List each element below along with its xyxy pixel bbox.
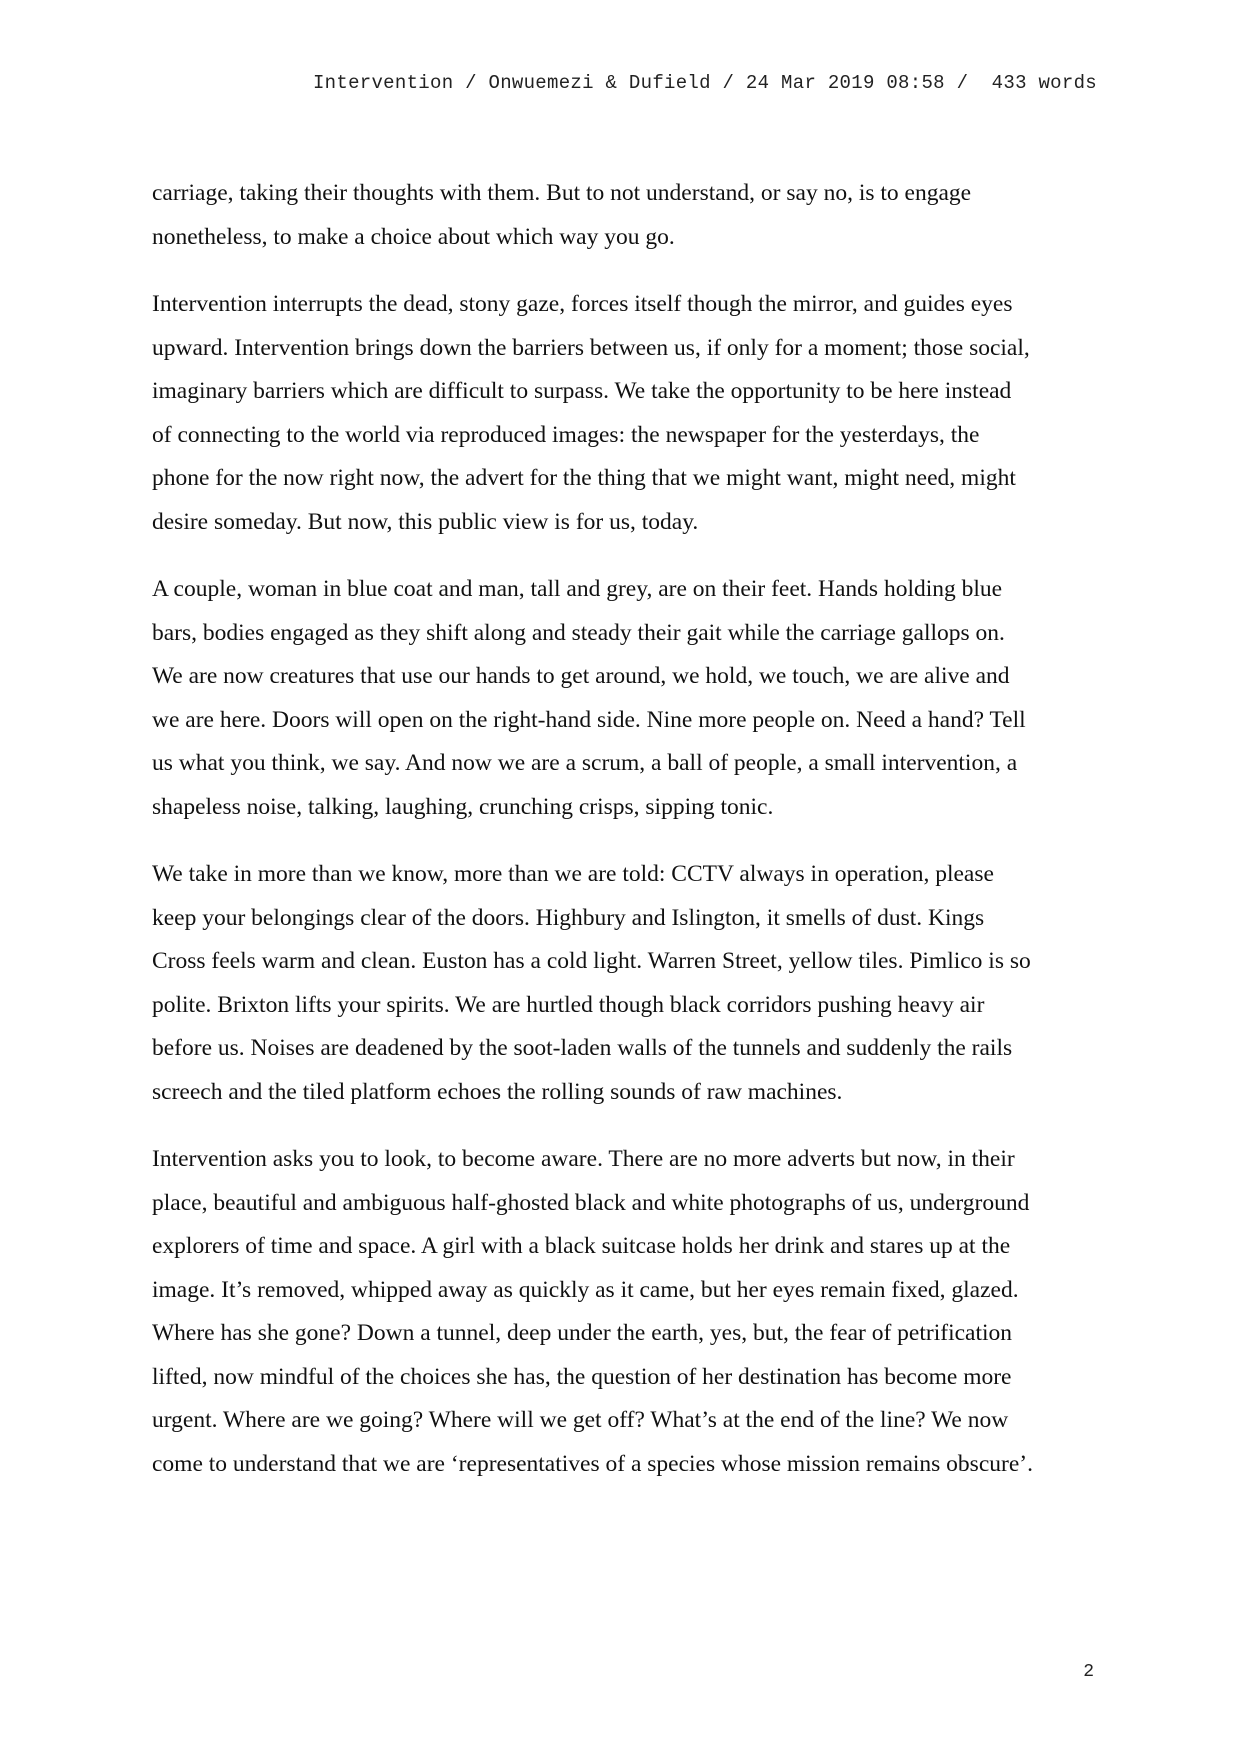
- text-line: polite. Brixton lifts your spirits. We are hurtled though black corridors pushing heavy air: [152, 991, 985, 1018]
- text-line: carriage, taking their thoughts with them. But to not understand, or say no, is to engage: [152, 180, 972, 206]
- paragraph-4: [152, 853, 1102, 1114]
- text-line: we are here. Doors will open on the right-hand side. Nine more people on. Need a hand? Tell: [152, 706, 1026, 733]
- text-line: keep your belongings clear of the doors. Highbury and Islington, it smells of dust. Kings: [152, 904, 985, 931]
- text-line: before us. Noises are deadened by the soot-laden walls of the tunnels and suddenly the rails: [152, 1035, 1013, 1061]
- text-line: screech and the tiled platform echoes the rolling sounds of raw machines.: [152, 1078, 843, 1105]
- text-line: desire someday. But now, this public view is for us, today.: [152, 508, 699, 535]
- text-line: We are now creatures that use our hands to get around, we hold, we touch, we are alive and: [152, 663, 1010, 689]
- text-line: of connecting to the world via reproduced images: the newspaper for the yesterdays, the: [152, 421, 980, 448]
- text-line: Where has she gone? Down a tunnel, deep under the earth, yes, but, the fear of petrification: [152, 1320, 1013, 1346]
- text-line: A couple, woman in blue coat and man, tall and grey, are on their feet. Hands holding blue: [152, 576, 1003, 602]
- text-line: upward. Intervention brings down the barriers between us, if only for a moment; those social,: [152, 334, 1030, 361]
- document-body: [152, 172, 1102, 1486]
- running-header: Intervention / Onwuemezi & Dufield / 24 Mar 2019 08:58 / 433 words: [312, 72, 1097, 94]
- text-line: Intervention asks you to look, to become aware. There are no more adverts but now, in their: [152, 1146, 1015, 1172]
- text-line: bars, bodies engaged as they shift along and steady their gait while the carriage gallops on.: [152, 619, 1005, 646]
- text-line: phone for the now right now, the advert for the thing that we might want, might need, might: [152, 465, 1016, 491]
- paragraph-3: [152, 568, 1102, 829]
- text-line: shapeless noise, talking, laughing, crunching crisps, sipping tonic.: [152, 793, 774, 820]
- text-line: We take in more than we know, more than we are told: CCTV always in operation, please: [152, 861, 994, 887]
- text-line: nonetheless, to make a choice about which way you go.: [152, 223, 675, 250]
- text-line: place, beautiful and ambiguous half-ghosted black and white photographs of us, underground: [152, 1189, 1030, 1216]
- text-line: lifted, now mindful of the choices she has, the question of her destination has become more: [152, 1363, 1012, 1390]
- page-number: 2: [1083, 1662, 1094, 1682]
- text-line: urgent. Where are we going? Where will we get off? What’s at the end of the line? We now: [152, 1407, 1009, 1433]
- text-line: us what you think, we say. And now we are a scrum, a ball of people, a small intervention, a: [152, 750, 1018, 776]
- text-line: explorers of time and space. A girl with a black suitcase holds her drink and stares up at the: [152, 1233, 1011, 1259]
- text-line: image. It’s removed, whipped away as quickly as it came, but her eyes remain fixed, glazed.: [152, 1276, 1019, 1303]
- text-line: Cross feels warm and clean. Euston has a cold light. Warren Street, yellow tiles. Pimlico is so: [152, 948, 1031, 974]
- paragraph-1: [152, 172, 1102, 259]
- paragraph-2: [152, 283, 1102, 544]
- text-line: come to understand that we are ‘representatives of a species whose mission remains obscure’.: [152, 1450, 1033, 1477]
- paragraph-5: [152, 1138, 1102, 1486]
- text-line: imaginary barriers which are difficult to surpass. We take the opportunity to be here instead: [152, 378, 1012, 404]
- text-line: Intervention interrupts the dead, stony gaze, forces itself though the mirror, and guides eyes: [152, 291, 1013, 317]
